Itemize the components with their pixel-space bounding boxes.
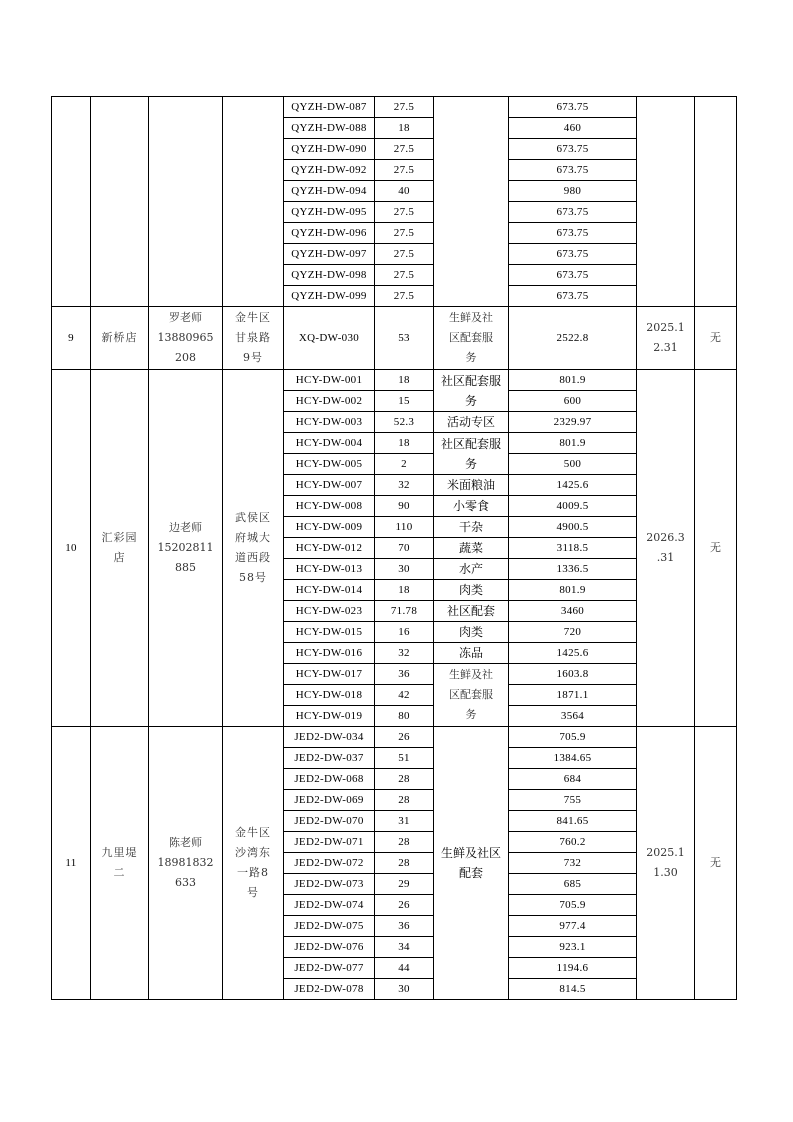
cell-category xyxy=(434,643,509,664)
cell-price: 673.75 xyxy=(509,160,637,181)
cell-area: 80 xyxy=(375,706,434,727)
cell-line: 金牛区 xyxy=(235,826,271,839)
cell-store xyxy=(91,727,149,1000)
cell-category xyxy=(434,622,509,643)
cell-unit-code: QYZH-DW-096 xyxy=(284,223,375,244)
cell-contact xyxy=(149,727,223,1000)
cell-unit-code: QYZH-DW-088 xyxy=(284,118,375,139)
cell-price: 673.75 xyxy=(509,97,637,118)
cell-line: 水产 xyxy=(458,562,483,576)
cell-price: 1871.1 xyxy=(509,685,637,706)
cell-category xyxy=(434,412,509,433)
cell-unit-code: QYZH-DW-099 xyxy=(284,286,375,307)
cell-address xyxy=(223,727,284,1000)
cell-category xyxy=(434,370,509,412)
cell-area: 30 xyxy=(375,559,434,580)
cell-area: 40 xyxy=(375,181,434,202)
cell-price: 684 xyxy=(509,769,637,790)
cell-line: 甘泉路 xyxy=(235,331,271,344)
cell-category xyxy=(434,727,509,1000)
cell-price: 720 xyxy=(509,622,637,643)
cell-note: 无 xyxy=(695,727,737,1000)
table-row xyxy=(52,370,737,391)
cell-address xyxy=(223,307,284,370)
cell-index: 10 xyxy=(52,370,91,727)
cell-line: 9号 xyxy=(243,351,263,364)
cell-price: 923.1 xyxy=(509,937,637,958)
cell-unit-code: HCY-DW-009 xyxy=(284,517,375,538)
cell-contact xyxy=(149,307,223,370)
cell-area: 31 xyxy=(375,811,434,832)
cell-area: 18 xyxy=(375,580,434,601)
cell-line: 道西段 xyxy=(235,551,271,564)
cell-price: 685 xyxy=(509,874,637,895)
cell-unit-code: HCY-DW-008 xyxy=(284,496,375,517)
cell-line: 生鲜及社 xyxy=(449,311,493,324)
cell-area: 36 xyxy=(375,916,434,937)
cell-category xyxy=(434,580,509,601)
cell-unit-code: QYZH-DW-087 xyxy=(284,97,375,118)
table-row xyxy=(52,307,737,370)
cell-line: 社区配套服 xyxy=(440,436,501,451)
cell-line: 务 xyxy=(465,351,477,364)
cell-price: 673.75 xyxy=(509,244,637,265)
cell-index: 11 xyxy=(52,727,91,1000)
cell-area: 26 xyxy=(375,727,434,748)
cell-area: 28 xyxy=(375,790,434,811)
cell-category xyxy=(434,538,509,559)
cell-area: 71.78 xyxy=(375,601,434,622)
cell-unit-code: JED2-DW-078 xyxy=(284,979,375,1000)
cell-unit-code: HCY-DW-002 xyxy=(284,391,375,412)
cell-area: 34 xyxy=(375,937,434,958)
cell-unit-code: JED2-DW-069 xyxy=(284,790,375,811)
cell-line: 二 xyxy=(113,866,126,879)
cell-unit-code: HCY-DW-005 xyxy=(284,454,375,475)
cell-unit-code: HCY-DW-013 xyxy=(284,559,375,580)
cell-unit-code: XQ-DW-030 xyxy=(284,307,375,370)
cell-area: 28 xyxy=(375,832,434,853)
cell-index xyxy=(52,97,91,307)
cell-category xyxy=(434,496,509,517)
cell-price: 1194.6 xyxy=(509,958,637,979)
cell-line: 18981832 xyxy=(157,856,214,869)
cell-line: 府城大 xyxy=(235,531,271,544)
cell-line: 配套 xyxy=(458,866,483,880)
cell-area: 44 xyxy=(375,958,434,979)
cell-area: 32 xyxy=(375,475,434,496)
cell-unit-code: HCY-DW-003 xyxy=(284,412,375,433)
cell-category xyxy=(434,664,509,727)
cell-price: 814.5 xyxy=(509,979,637,1000)
cell-line: 干杂 xyxy=(458,520,483,534)
cell-price: 1425.6 xyxy=(509,643,637,664)
cell-category xyxy=(434,559,509,580)
cell-line: 沙湾东 xyxy=(235,846,271,859)
cell-line: 务 xyxy=(465,708,477,721)
cell-line: 生鲜及社区 xyxy=(440,846,501,860)
cell-area: 18 xyxy=(375,370,434,391)
cell-line: 务 xyxy=(464,456,477,471)
cell-price: 1603.8 xyxy=(509,664,637,685)
cell-area: 36 xyxy=(375,664,434,685)
cell-store: 新桥店 xyxy=(91,307,149,370)
cell-line: 小零食 xyxy=(452,499,489,513)
cell-unit-code: HCY-DW-023 xyxy=(284,601,375,622)
cell-area: 27.5 xyxy=(375,202,434,223)
cell-line: 58号 xyxy=(239,571,267,584)
cell-price: 841.65 xyxy=(509,811,637,832)
lease-table xyxy=(51,96,737,1000)
cell-area: 27.5 xyxy=(375,244,434,265)
cell-area: 28 xyxy=(375,853,434,874)
cell-unit-code: JED2-DW-073 xyxy=(284,874,375,895)
cell-unit-code: HCY-DW-016 xyxy=(284,643,375,664)
cell-line: 2025.1 xyxy=(646,846,685,859)
cell-line: 885 xyxy=(175,561,196,574)
cell-line: 一路8 xyxy=(237,866,269,879)
cell-unit-code: HCY-DW-017 xyxy=(284,664,375,685)
cell-price: 673.75 xyxy=(509,139,637,160)
cell-price: 673.75 xyxy=(509,286,637,307)
cell-category xyxy=(434,307,509,370)
cell-unit-code: JED2-DW-074 xyxy=(284,895,375,916)
cell-store xyxy=(91,370,149,727)
cell-line: 社区配套 xyxy=(446,604,495,618)
cell-price: 673.75 xyxy=(509,265,637,286)
cell-area: 27.5 xyxy=(375,160,434,181)
cell-unit-code: HCY-DW-018 xyxy=(284,685,375,706)
cell-unit-code: HCY-DW-012 xyxy=(284,538,375,559)
cell-area: 51 xyxy=(375,748,434,769)
cell-unit-code: JED2-DW-037 xyxy=(284,748,375,769)
cell-line: 15202811 xyxy=(157,541,214,554)
cell-price: 1336.5 xyxy=(509,559,637,580)
cell-area: 70 xyxy=(375,538,434,559)
cell-contact xyxy=(149,370,223,727)
cell-price: 4009.5 xyxy=(509,496,637,517)
cell-line: 2026.3 xyxy=(646,531,685,544)
cell-area: 27.5 xyxy=(375,139,434,160)
cell-area: 42 xyxy=(375,685,434,706)
cell-unit-code: QYZH-DW-097 xyxy=(284,244,375,265)
cell-expiry xyxy=(637,370,695,727)
cell-price: 500 xyxy=(509,454,637,475)
cell-unit-code: QYZH-DW-098 xyxy=(284,265,375,286)
cell-expiry xyxy=(637,97,695,307)
cell-price: 3118.5 xyxy=(509,538,637,559)
cell-line: 店 xyxy=(113,551,126,564)
cell-unit-code: HCY-DW-001 xyxy=(284,370,375,391)
cell-unit-code: HCY-DW-007 xyxy=(284,475,375,496)
cell-price: 2522.8 xyxy=(509,307,637,370)
cell-unit-code: HCY-DW-004 xyxy=(284,433,375,454)
cell-unit-code: QYZH-DW-095 xyxy=(284,202,375,223)
cell-unit-code: JED2-DW-077 xyxy=(284,958,375,979)
cell-area: 28 xyxy=(375,769,434,790)
cell-category xyxy=(434,97,509,307)
cell-price: 980 xyxy=(509,181,637,202)
cell-price: 977.4 xyxy=(509,916,637,937)
cell-unit-code: JED2-DW-071 xyxy=(284,832,375,853)
cell-area: 15 xyxy=(375,391,434,412)
cell-contact xyxy=(149,97,223,307)
cell-line: 务 xyxy=(464,393,477,408)
cell-area: 27.5 xyxy=(375,265,434,286)
cell-line: 金牛区 xyxy=(235,311,271,324)
cell-line: 蔬菜 xyxy=(458,541,483,555)
cell-unit-code: QYZH-DW-092 xyxy=(284,160,375,181)
cell-price: 801.9 xyxy=(509,370,637,391)
cell-price: 732 xyxy=(509,853,637,874)
cell-price: 705.9 xyxy=(509,727,637,748)
cell-area: 26 xyxy=(375,895,434,916)
cell-unit-code: JED2-DW-075 xyxy=(284,916,375,937)
cell-line: 1.30 xyxy=(653,866,678,879)
cell-expiry xyxy=(637,727,695,1000)
cell-line: 罗老师 xyxy=(169,311,202,324)
cell-area: 53 xyxy=(375,307,434,370)
cell-line: 号 xyxy=(247,886,259,899)
cell-price: 600 xyxy=(509,391,637,412)
cell-line: 社区配套服 xyxy=(440,373,501,388)
cell-price: 2329.97 xyxy=(509,412,637,433)
cell-area: 110 xyxy=(375,517,434,538)
cell-line: 活动专区 xyxy=(446,415,495,429)
cell-address xyxy=(223,97,284,307)
cell-price: 801.9 xyxy=(509,580,637,601)
cell-expiry xyxy=(637,307,695,370)
cell-line: 区配套服 xyxy=(449,688,493,701)
cell-line: 米面粮油 xyxy=(446,478,495,492)
cell-note: 无 xyxy=(695,370,737,727)
cell-price: 1425.6 xyxy=(509,475,637,496)
cell-area: 29 xyxy=(375,874,434,895)
cell-store xyxy=(91,97,149,307)
cell-price: 705.9 xyxy=(509,895,637,916)
cell-line: 13880965 xyxy=(157,331,214,344)
cell-unit-code: JED2-DW-070 xyxy=(284,811,375,832)
cell-unit-code: JED2-DW-068 xyxy=(284,769,375,790)
cell-note: 无 xyxy=(695,307,737,370)
cell-line: 肉类 xyxy=(458,583,483,597)
cell-line: 九里堤 xyxy=(101,846,138,859)
cell-address xyxy=(223,370,284,727)
cell-area: 52.3 xyxy=(375,412,434,433)
cell-area: 2 xyxy=(375,454,434,475)
table-row xyxy=(52,97,737,118)
cell-unit-code: HCY-DW-019 xyxy=(284,706,375,727)
cell-area: 30 xyxy=(375,979,434,1000)
cell-category xyxy=(434,433,509,475)
cell-line: .31 xyxy=(656,551,675,564)
cell-price: 1384.65 xyxy=(509,748,637,769)
cell-line: 2025.1 xyxy=(646,321,685,334)
cell-line: 边老师 xyxy=(169,521,202,534)
cell-price: 3460 xyxy=(509,601,637,622)
cell-price: 460 xyxy=(509,118,637,139)
cell-unit-code: JED2-DW-076 xyxy=(284,937,375,958)
cell-line: 区配套服 xyxy=(449,331,493,344)
cell-unit-code: JED2-DW-034 xyxy=(284,727,375,748)
cell-area: 90 xyxy=(375,496,434,517)
cell-category xyxy=(434,475,509,496)
cell-line: 生鲜及社 xyxy=(449,668,493,681)
cell-unit-code: HCY-DW-015 xyxy=(284,622,375,643)
cell-price: 3564 xyxy=(509,706,637,727)
cell-area: 16 xyxy=(375,622,434,643)
cell-line: 208 xyxy=(175,351,196,364)
cell-area: 18 xyxy=(375,118,434,139)
cell-unit-code: QYZH-DW-094 xyxy=(284,181,375,202)
cell-unit-code: JED2-DW-072 xyxy=(284,853,375,874)
cell-line: 陈老师 xyxy=(169,836,202,849)
table-body xyxy=(52,97,737,1000)
cell-price: 4900.5 xyxy=(509,517,637,538)
cell-area: 18 xyxy=(375,433,434,454)
cell-unit-code: HCY-DW-014 xyxy=(284,580,375,601)
cell-price: 801.9 xyxy=(509,433,637,454)
cell-line: 肉类 xyxy=(458,625,483,639)
cell-area: 27.5 xyxy=(375,97,434,118)
cell-area: 32 xyxy=(375,643,434,664)
cell-line: 633 xyxy=(175,876,196,889)
cell-line: 2.31 xyxy=(653,341,678,354)
table-row xyxy=(52,727,737,748)
cell-category xyxy=(434,601,509,622)
cell-line: 汇彩园 xyxy=(101,531,138,544)
cell-price: 673.75 xyxy=(509,202,637,223)
cell-line: 冻品 xyxy=(458,646,483,660)
cell-category xyxy=(434,517,509,538)
cell-price: 755 xyxy=(509,790,637,811)
cell-area: 27.5 xyxy=(375,223,434,244)
cell-area: 27.5 xyxy=(375,286,434,307)
cell-note xyxy=(695,97,737,307)
cell-unit-code: QYZH-DW-090 xyxy=(284,139,375,160)
cell-index: 9 xyxy=(52,307,91,370)
cell-price: 673.75 xyxy=(509,223,637,244)
cell-price: 760.2 xyxy=(509,832,637,853)
cell-line: 武侯区 xyxy=(235,511,271,524)
